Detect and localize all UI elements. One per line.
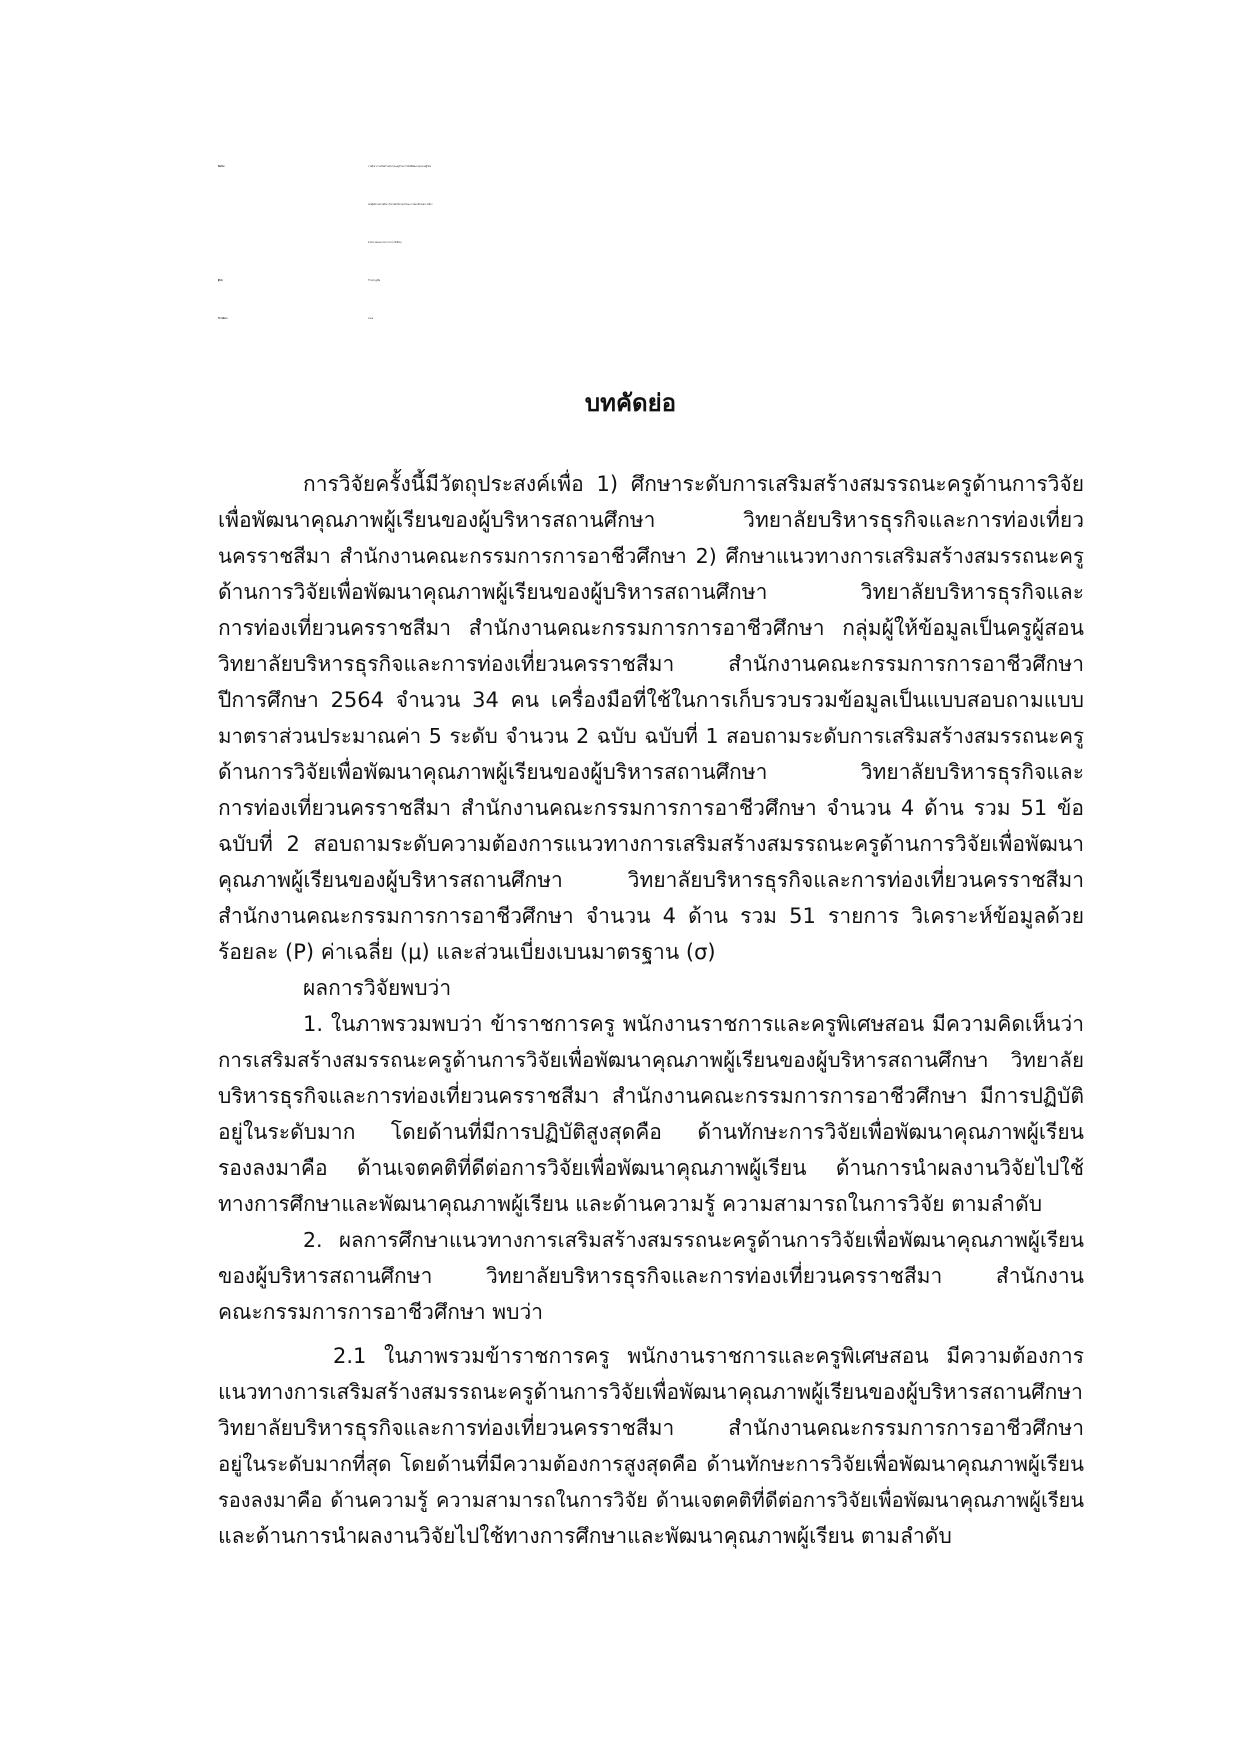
p1-line: ร้อยละ (P) ค่าเฉลี่ย (μ) และส่วนเบี่ยงเบนมาตรฐาน (σ): [218, 940, 716, 964]
r1-line: บริหารธุรกิจและการท่องเที่ยวนครราชสีมา สำนักงานคณะกรรมการการอาชีวศึกษา มีการปฏิบัติ: [218, 1084, 1084, 1108]
r1-line: 1. ในภาพรวมพบว่า ข้าราชการครู พนักงานราชการและครูพิเศษสอน มีความคิดเห็นว่า: [303, 1012, 1084, 1036]
p1-line: สำนักงานคณะกรรมการการอาชีวศึกษา จำนวน 4 ด้าน รวม 51 รายการ วิเคราะห์ข้อมูลด้วย: [218, 904, 1084, 928]
p1-line: การท่องเที่ยวนครราชสีมา สำนักงานคณะกรรมการการอาชีวศึกษา กลุ่มผู้ให้ข้อมูลเป็นครูผู้สอน: [218, 616, 1084, 640]
p1-line: ด้านการวิจัยเพื่อพัฒนาคุณภาพผู้เรียนของผู้บริหารสถานศึกษา วิทยาลัยบริหารธุรกิจและ: [218, 760, 1084, 784]
p1-line: คุณภาพผู้เรียนของผู้บริหารสถานศึกษา วิทยาลัยบริหารธุรกิจและการท่องเที่ยวนครราชสีมา: [218, 868, 1084, 892]
p1-line: มาตราส่วนประมาณค่า 5 ระดับ จำนวน 2 ฉบับ ฉบับที่ 1 สอบถามระดับการเสริมสร้างสมรรถนะครู: [218, 724, 1084, 748]
p1-line: ฉบับที่ 2 สอบถามระดับความต้องการแนวทางการเสริมสร้างสมรรถนะครูด้านการวิจัยเพื่อพัฒนา: [218, 832, 1084, 856]
r21-line: และด้านการนำผลงานวิจัยไปใช้ทางการศึกษาและพัฒนาคุณภาพผู้เรียน ตามลำดับ: [218, 1524, 952, 1548]
p1-line: เพื่อพัฒนาคุณภาพผู้เรียนของผู้บริหารสถานศึกษา วิทยาลัยบริหารธุรกิจและการท่องเที่ยว: [218, 508, 1084, 532]
r21-line: 2.1 ในภาพรวมข้าราชการครู พนักงานราชการและครูพิเศษสอน มีความต้องการ: [333, 1344, 1084, 1368]
r21-line: อยู่ในระดับมากที่สุด โดยด้านที่มีความต้องการสูงสุดคือ ด้านทักษะการวิจัยเพื่อพัฒนาคุณภาพผู้เรียน: [218, 1452, 1084, 1476]
researcher-label: ผู้วิจัย: [218, 280, 223, 282]
p1-line: ด้านการวิจัยเพื่อพัฒนาคุณภาพผู้เรียนของผู้บริหารสถานศึกษา วิทยาลัยบริหารธุรกิจและ: [218, 580, 1084, 604]
r2-line: ของผู้บริหารสถานศึกษา วิทยาลัยบริหารธุรกิจและการท่องเที่ยวนครราชสีมา สำนักงาน: [218, 1264, 1084, 1288]
p1-line: นครราชสีมา สำนักงานคณะกรรมการการอาชีวศึกษา 2) ศึกษาแนวทางการเสริมสร้างสมรรถนะครู: [218, 544, 1084, 568]
abstract-heading: บทคัดย่อ: [584, 389, 677, 417]
title-line-3: สำนักงานคณะกรรมการการอาชีวศึกษา: [368, 242, 402, 244]
academic-year: 2564: [368, 318, 374, 320]
r2-line: 2. ผลการศึกษาแนวทางการเสริมสร้างสมรรถนะครูด้านการวิจัยเพื่อพัฒนาคุณภาพผู้เรียน: [303, 1228, 1084, 1252]
p1-line: ปีการศึกษา 2564 จำนวน 34 คน เครื่องมือที่ใช้ในการเก็บรวบรวมข้อมูลเป็นแบบสอบถามแบบ: [218, 688, 1084, 712]
r21-line: วิทยาลัยบริหารธุรกิจและการท่องเที่ยวนครราชสีมา สำนักงานคณะกรรมการการอาชีวศึกษา: [218, 1416, 1084, 1440]
r2-line: คณะกรรมการการอาชีวศึกษา พบว่า: [218, 1300, 544, 1324]
r1-line: การเสริมสร้างสมรรถนะครูด้านการวิจัยเพื่อพัฒนาคุณภาพผู้เรียนของผู้บริหารสถานศึกษา วิทยาลัย: [218, 1048, 1084, 1072]
r1-line: ทางการศึกษาและพัฒนาคุณภาพผู้เรียน และด้านความรู้ ความสามารถในการวิจัย ตามลำดับ: [218, 1192, 1043, 1216]
year-label: ปีการศึกษา: [218, 318, 228, 320]
researcher-name: วิโรจน์ บุญชื่น: [368, 280, 381, 282]
title-line-2: ของผู้บริหารสถานศึกษา วิทยาลัยบริหารธุรกิจและการท่องเที่ยวนครราชสีมา: [368, 204, 433, 206]
results-intro: ผลการวิจัยพบว่า: [303, 976, 452, 1000]
p1-line: การวิจัยครั้งนี้มีวัตถุประสงค์เพื่อ 1) ศึกษาระดับการเสริมสร้างสมรรถนะครูด้านการวิจัย: [303, 472, 1084, 496]
r21-line: รองลงมาคือ ด้านความรู้ ความสามารถในการวิจัย ด้านเจตคติที่ดีต่อการวิจัยเพื่อพัฒนาคุณภาพผู้เรียน: [218, 1488, 1084, 1512]
r21-line: แนวทางการเสริมสร้างสมรรถนะครูด้านการวิจัยเพื่อพัฒนาคุณภาพผู้เรียนของผู้บริหารสถานศึกษา: [218, 1380, 1083, 1404]
title-label: ชื่อเรื่อง: [218, 166, 225, 168]
p1-line: วิทยาลัยบริหารธุรกิจและการท่องเที่ยวนครราชสีมา สำนักงานคณะกรรมการการอาชีวศึกษา: [218, 652, 1084, 676]
p1-line: การท่องเที่ยวนครราชสีมา สำนักงานคณะกรรมการการอาชีวศึกษา จำนวน 4 ด้าน รวม 51 ข้อ: [218, 796, 1084, 820]
r1-line: อยู่ในระดับมาก โดยด้านที่มีการปฏิบัติสูงสุดคือ ด้านทักษะการวิจัยเพื่อพัฒนาคุณภาพผู้เรียน: [218, 1120, 1084, 1144]
title-line-1: การศึกษาการเสริมสร้างสมรรถนะครูด้านการวิจัยเพื่อพัฒนาคุณภาพผู้เรียน: [368, 166, 432, 168]
r1-line: รองลงมาคือ ด้านเจตคติที่ดีต่อการวิจัยเพื่อพัฒนาคุณภาพผู้เรียน ด้านการนำผลงานวิจัยไปใช้: [218, 1156, 1084, 1180]
